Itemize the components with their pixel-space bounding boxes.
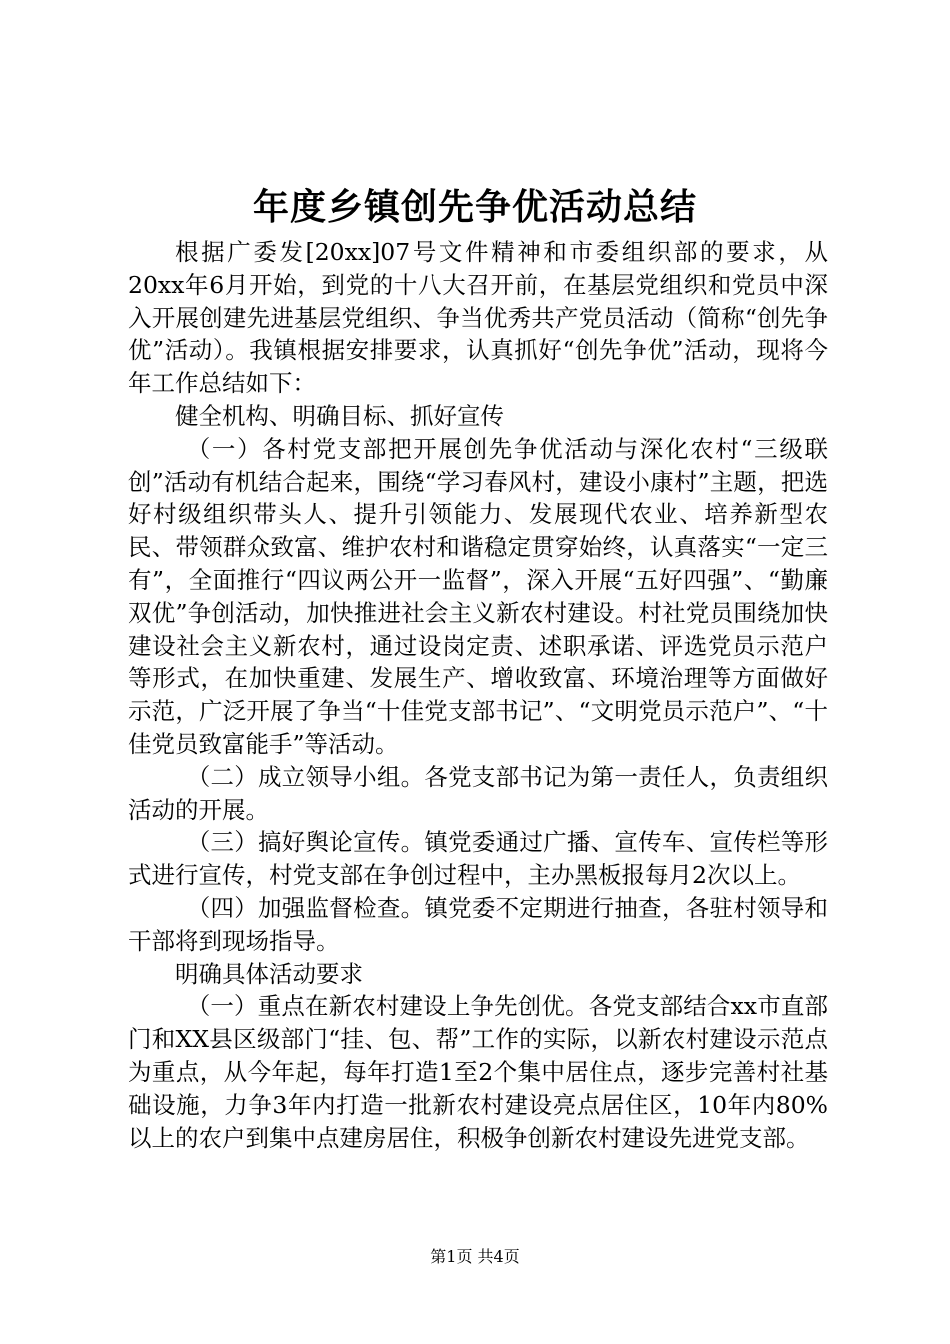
paragraph-item: （三）搞好舆论宣传。镇党委通过广播、宣传车、宣传栏等形式进行宣传，村党支部在争创过程中，主办黑板报每月2次以上。 — [128, 828, 828, 890]
page-footer: 第1页 共4页 — [430, 1247, 520, 1266]
document-title: 年度乡镇创先争优活动总结 — [252, 186, 697, 228]
paragraph-intro: 根据广委发[20xx]07号文件精神和市委组织部的要求，从20xx年6月开始，到党的十八大召开前，在基层党组织和党员中深入开展创建先进基层党组织、争当优秀共产党员活动（简称“创先争优”活动）。我镇根据安排要求，认真抓好“创先争优”活动，现将今年工作总结如下： — [128, 238, 828, 398]
section-heading-1: 健全机构、明确目标、抓好宣传 — [175, 401, 504, 430]
document-body — [128, 236, 828, 1154]
paragraph-item: （一）各村党支部把开展创先争优活动与深化农村“三级联创”活动有机结合起来，围绕“学习春风村，建设小康村”主题，把选好村级组织带头人、提升引领能力、发展现代农业、培养新型农民、带领群众致富、维护农村和谐稳定贯穿始终，认真落实“一定三有”，全面推行“四议两公开一监督”，深入开展“五好四强”、“勤廉双优”争创活动，加快推进社会主义新农村建设。村社党员围绕加快建设社会主义新农村，通过设岗定责、述职承诺、评选党员示范户等形式，在加快重建、发展生产、增收致富、环境治理等方面做好示范，广泛开展了争当“十佳党支部书记”、“文明党员示范户”、“十佳党员致富能手”等活动。 — [128, 434, 828, 758]
paragraph-item: （一）重点在新农村建设上争先创优。各党支部结合xx市直部门和XX县区级部门“挂、包、帮”工作的实际，以新农村建设示范点为重点，从今年起，每年打造1至2个集中居住点，逐步完善村社基础设施，力争3年内打造一批新农村建设亮点居住区，10年内80%以上的农户到集中点建房居住，积极争创新农村建设先进党支部。 — [128, 992, 828, 1152]
paragraph-item: （四）加强监督检查。镇党委不定期进行抽查，各驻村领导和干部将到现场指导。 — [128, 893, 828, 955]
paragraph-item: （二）成立领导小组。各党支部书记为第一责任人，负责组织活动的开展。 — [128, 762, 828, 824]
section-heading-2: 明确具体活动要求 — [175, 959, 363, 988]
